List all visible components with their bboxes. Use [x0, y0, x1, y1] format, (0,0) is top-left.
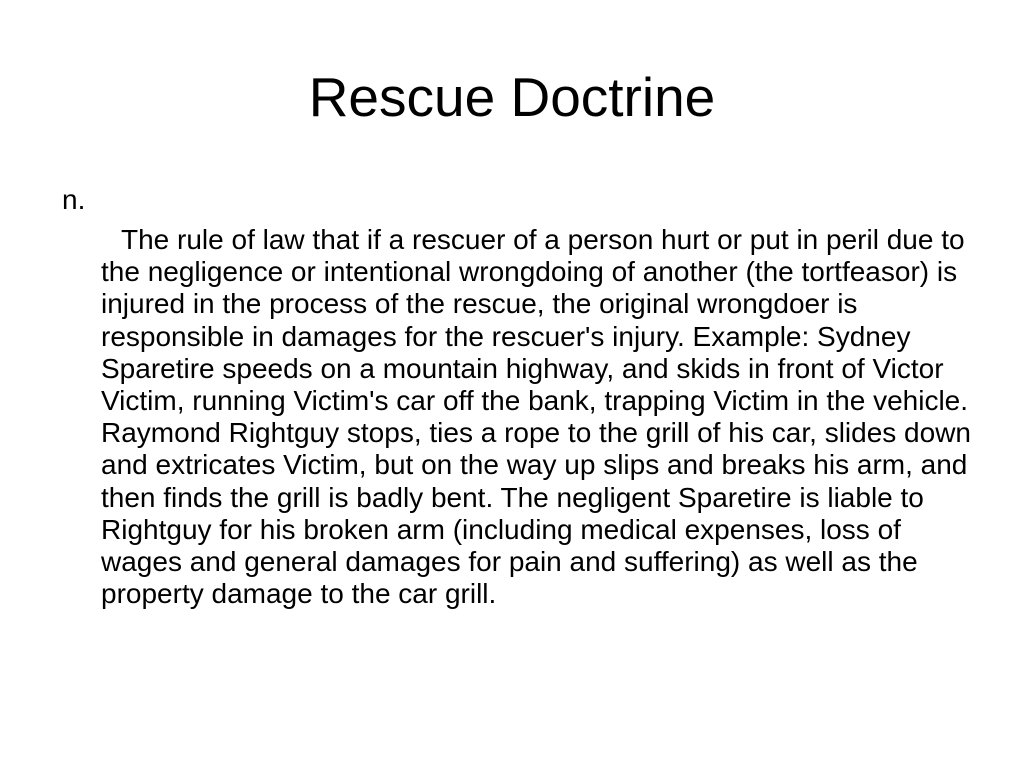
definition-text: The rule of law that if a rescuer of a person hurt or put in peril due to the negligence or intentional wrongdoing of another (the tortfeasor) is injured in the process of the rescue, the original wrongdoer is responsible in damages for the rescuer's injury. Example: Sydney Sparetire speeds on a mountain highway, and skids in front of Victor Victim, running Victim's car off the bank, trapping Victim in the vehicle. Raymond Rightguy stops, ties a rope to the grill of his car, slides down and extricates Victim, but on the way up slips and breaks his arm, and then finds the grill is badly bent. The negligent Sparetire is liable to Rightguy for his broken arm (including medical expenses, loss of wages and general damages for pain and suffering) as well as the property damage to the car grill.	[101, 224, 971, 610]
slide-title: Rescue Doctrine	[308, 66, 716, 128]
part-of-speech: n.	[62, 184, 86, 215]
